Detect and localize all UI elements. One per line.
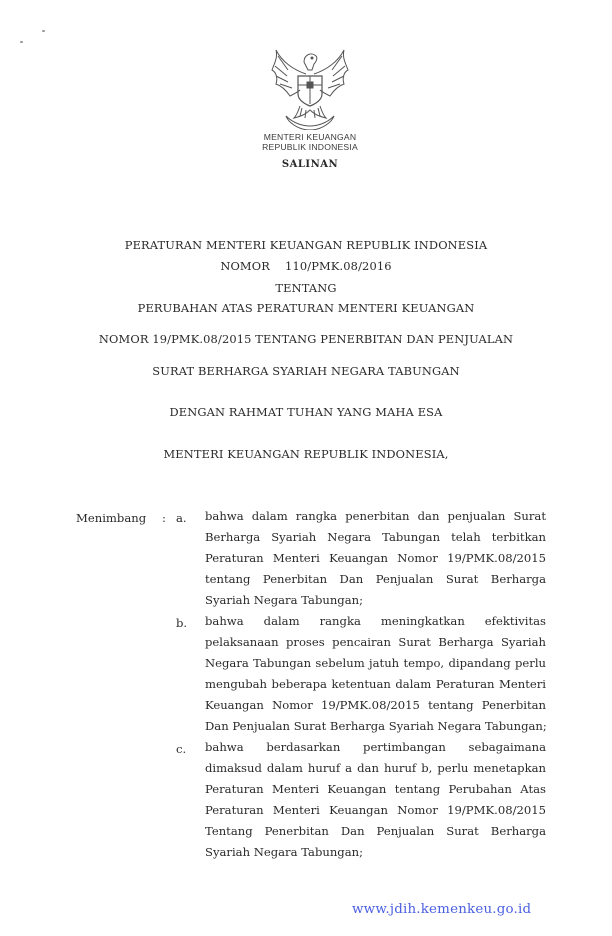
regulation-about-label: TENTANG <box>275 281 337 295</box>
authority-text: MENTERI KEUANGAN REPUBLIK INDONESIA, <box>163 447 449 461</box>
text-line: Tentang Penerbitan Dan Penjualan Surat Berharga <box>205 824 546 838</box>
text-line: bahwa dalam rangka penerbitan dan penjualan Surat <box>205 509 546 523</box>
garuda-emblem-icon <box>268 44 352 130</box>
regulation-number: NOMOR 110/PMK.08/2016 <box>220 259 392 273</box>
text-line: dimaksud dalam huruf a dan huruf b, perlu menetapkan <box>205 761 546 775</box>
invocation-text: DENGAN RAHMAT TUHAN YANG MAHA ESA <box>169 405 443 419</box>
text-line: Peraturan Menteri Keuangan Nomor 19/PMK.08/2015 <box>205 803 546 817</box>
text-line: Syariah Negara Tabungan; <box>205 593 364 607</box>
text-line: Berharga Syariah Negara Tabungan telah terbitkan <box>205 530 546 544</box>
text-line: Negara Tabungan sebelum jatuh tempo, dipandang perlu <box>205 656 546 670</box>
consideration-b-letter: b. <box>176 616 188 630</box>
regulation-subject-line-2: NOMOR 19/PMK.08/2015 TENTANG PENERBITAN DAN PENJUALAN <box>98 332 514 346</box>
copy-label: SALINAN <box>281 159 339 170</box>
text-line: bahwa dalam rangka meningkatkan efektivitas <box>205 614 546 628</box>
text-line: Keuangan Nomor 19/PMK.08/2015 tentang Penerbitan <box>205 698 546 712</box>
text-line: mengubah beberapa ketentuan dalam Peraturan Menteri <box>205 677 546 691</box>
regulation-subject-line-3: SURAT BERHARGA SYARIAH NEGARA TABUNGAN <box>152 364 460 378</box>
considerations-label: Menimbang <box>76 511 147 525</box>
text-line: bahwa berdasarkan pertimbangan sebagaimana <box>205 740 546 754</box>
consideration-a-letter: a. <box>176 511 187 525</box>
footer-website-link[interactable]: www.jdih.kemenkeu.go.id <box>352 902 532 917</box>
ministry-name-line-2: REPUBLIK INDONESIA <box>262 142 358 152</box>
text-line: Syariah Negara Tabungan; <box>205 845 364 859</box>
text-line: Dan Penjualan Surat Berharga Syariah Negara Tabungan; <box>205 719 547 733</box>
regulation-subject-line-1: PERUBAHAN ATAS PERATURAN MENTERI KEUANGAN <box>137 301 475 315</box>
consideration-c-letter: c. <box>176 742 187 756</box>
text-line: Peraturan Menteri Keuangan tentang Perubahan Atas <box>205 782 546 796</box>
considerations-separator: : <box>162 511 166 525</box>
consideration-c-text <box>205 737 546 863</box>
regulation-title: PERATURAN MENTERI KEUANGAN REPUBLIK INDONESIA <box>124 238 488 252</box>
text-line: Peraturan Menteri Keuangan Nomor 19/PMK.08/2015 <box>205 551 546 565</box>
scan-speck <box>42 30 45 32</box>
consideration-b-text <box>205 611 546 737</box>
ministry-name-line-1: MENTERI KEUANGAN <box>263 132 357 142</box>
scan-speck <box>20 41 23 43</box>
text-line: tentang Penerbitan Dan Penjualan Surat Berharga <box>205 572 546 586</box>
text-line: pelaksanaan proses pencairan Surat Berharga Syariah <box>205 635 546 649</box>
consideration-a-text <box>205 506 546 611</box>
